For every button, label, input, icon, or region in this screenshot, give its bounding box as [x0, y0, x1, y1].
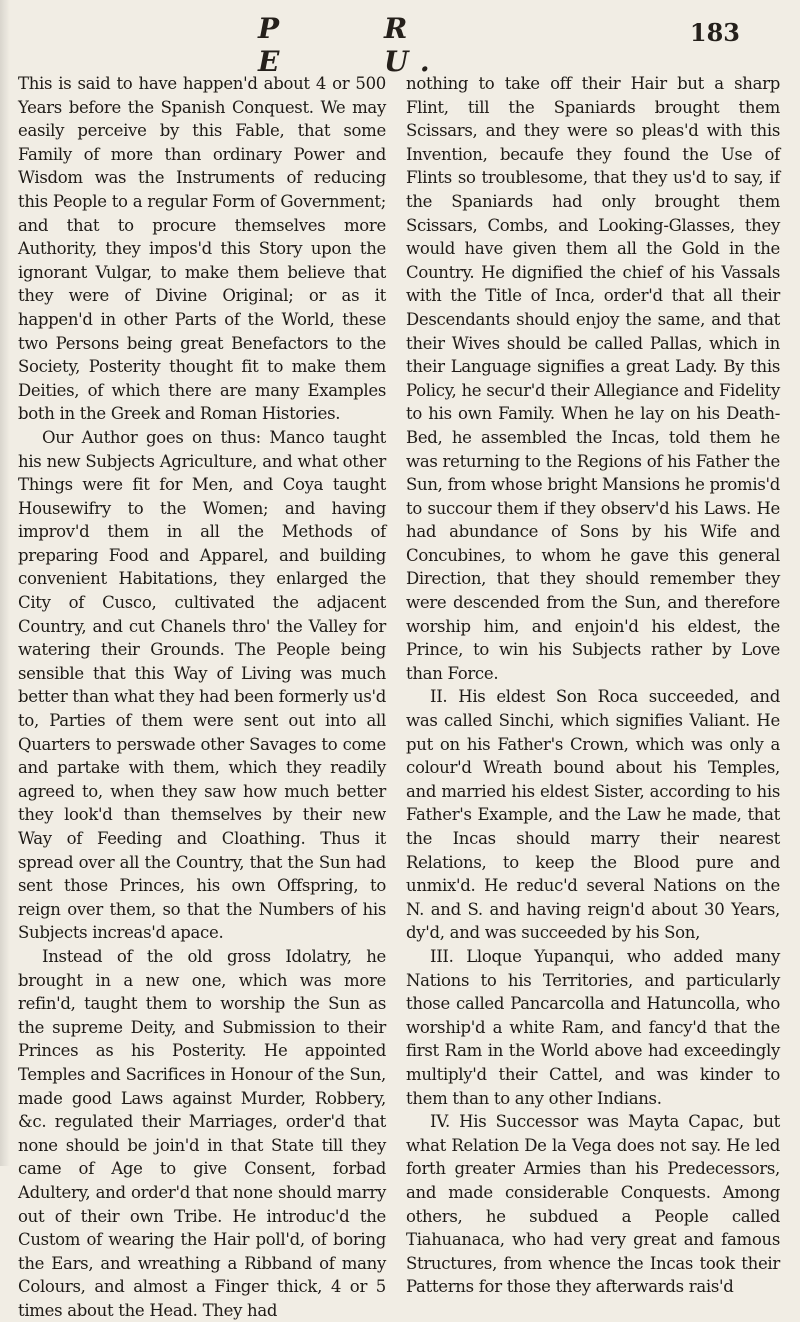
paragraph: III. Lloque Yupanqui, who added many Nations to his Territories, and particularly those called Pancarcolla and Hatuncolla, who worship'd a white Ram, and fancy'd that the first Ram in the World above had exceedingly multiply'd their Cattel, and was kinder to them than to any other Indians. — [406, 946, 780, 1108]
paragraph: II. His eldest Son Roca succeeded, and was called Sinchi, which signifies Valiant. He put on his Father's Crown, which was only a colour'd Wreath bound about his Temples, and married his eldest Sister, according to his Father's Example, and the Law he made, that the Incas should marry their nearest Relations, to keep the Blood pure and unmix'd. He reduc'd several Nations on the N. and S. and having reign'd about 30 Years, dy'd, and was succeeded by his Son, — [406, 687, 780, 943]
paragraph: IV. His Successor was Mayta Capac, but what Relation De la Vega does not say. He led forth greater Armies than his Predecessors, and made considerable Conquests. Among others, he subdued a People called Tiahuanaca, who had very great and famous Structures, from whence the Incas took their Patterns for those they afterwards rais'd — [406, 1112, 780, 1297]
paragraph: Our Author goes on thus: Manco taught his new Subjects Agriculture, and what other Things were fit for Men, and Coya taught Housewifry to the Women; and having improv'd them in all the Methods of preparing Food and Apparel, and building convenient Habitations, they enlarged the City of Cusco, cultivated the adjacent Country, and cut Chanels thro' the Valley for watering their Grounds. The People being sensible that this Way of Living was much better than what they had been formerly us'd to, Parties of them were sent out into all Quarters to perswade other Savages to come and partake with them, which they readily agreed to, when they saw how much better they look'd than themselves by their new Way of Feeding and Cloathing. Thus it spread over all the Country, that the Sun had sent those Princes, his own Offspring, to reign over them, so that the Numbers of his Subjects increas'd apace. — [18, 427, 386, 943]
running-header-right: R U. — [384, 12, 444, 78]
page-number: 183 — [689, 18, 740, 47]
paragraph: nothing to take off their Hair but a sharp Flint, till the Spaniards brought them Scissars, and they were so pleas'd with this Invention, becaufe they found the Use of Flints so troublesome, that they us'd to say, if the Spaniards had only brought them Scissars, Combs, and Looking-Glasses, they would have given them all the Gold in the Country. He dignified the chief of his Vassals with the Title of Inca, order'd that all their Descendants should enjoy the same, and that their Wives should be called Pallas, which in their Language signifies a great Lady. By this Policy, he secur'd their Allegiance and Fidelity to his own Family. When he lay on his Death-Bed, he assembled the Incas, told them he was returning to the Regions of his Father the Sun, from whose bright Mansions he promis'd to succour them if they observ'd his Laws. He had abundance of Sons by his Wife and Concubines, to whom he gave this general Direction, that they should remember they were descended from the Sun, and therefore worship him, and enjoin'd his eldest, the Prince, to win his Subjects rather by Love than Force. — [406, 74, 780, 683]
right-column — [406, 72, 780, 1299]
paragraph: Instead of the old gross Idolatry, he brought in a new one, which was more refin'd, taught them to worship the Sun as the supreme Deity, and Submission to their Princes as his Posterity. He appointed Temples and Sacrifices in Honour of the Sun, made good Laws against Murder, Robbery, &c. regulated their Marriages, order'd that none should be join'd in that State till they came of Age to give Consent, forbad Adultery, and order'd that none should marry out of their own Tribe. He introduc'd the Custom of wearing the Hair poll'd, of boring the Ears, and wreathing a Ribband of many Colours, and almost a Finger thick, 4 or 5 times about the Head. They had — [18, 946, 386, 1320]
page-edge-shadow — [0, 0, 10, 1166]
paragraph: This is said to have happen'd about 4 or 500 Years before the Spanish Conquest. We may easily perceive by this Fable, that some Family of more than ordinary Power and Wisdom was the Instruments of reducing this People to a regular Form of Government; and that to procure themselves more Authority, they impos'd this Story upon the ignorant Vulgar, to make them believe that they were of Divine Original; or as it happen'd in other Parts of the World, these two Persons being great Benefactors to the Society, Posterity thought fit to make them Deities, of which there are many Examples both in the Greek and Roman Histories. — [18, 74, 386, 424]
running-header-left: P E — [258, 12, 302, 78]
left-column — [18, 72, 386, 1322]
